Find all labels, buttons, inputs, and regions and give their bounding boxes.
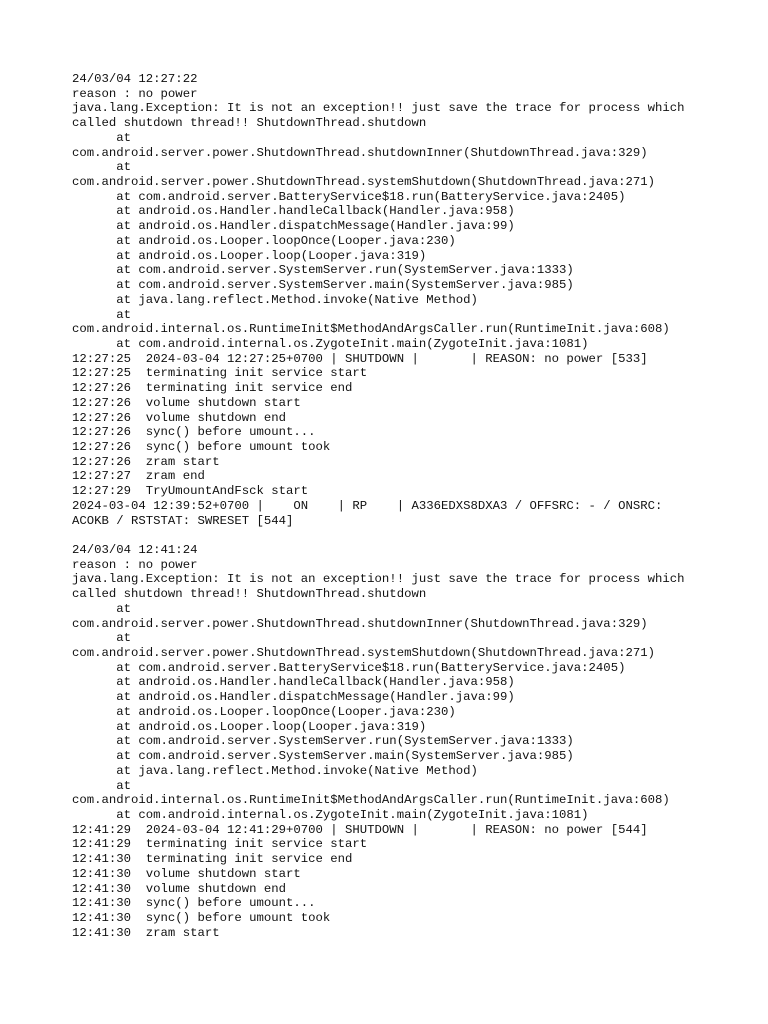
log-line: 12:41:30 sync() before umount took <box>72 910 331 925</box>
log-line: at android.os.Looper.loop(Looper.java:319) <box>72 719 427 734</box>
log-line: at com.android.server.SystemServer.run(SystemServer.java:1333) <box>72 734 574 749</box>
log-text <box>72 72 712 940</box>
log-line: com.android.server.power.ShutdownThread.shutdownInner(ShutdownThread.java:329) <box>72 145 648 160</box>
log-line: at <box>72 160 132 175</box>
log-line: 12:41:30 terminating init service end <box>72 852 353 867</box>
log-entry-block <box>72 72 712 528</box>
log-line: 12:41:30 sync() before umount... <box>72 896 316 911</box>
log-line: reason : no power <box>72 557 198 572</box>
log-line: at com.android.server.BatteryService$18.run(BatteryService.java:2405) <box>72 189 626 204</box>
log-line: java.lang.Exception: It is not an exception!! just save the trace for process which <box>72 572 685 587</box>
log-line: at <box>72 631 132 646</box>
log-line: at android.os.Handler.dispatchMessage(Handler.java:99) <box>72 690 515 705</box>
log-line: 24/03/04 12:27:22 <box>72 72 198 86</box>
log-line: 12:41:29 2024-03-04 12:41:29+0700 | SHUTDOWN | | REASON: no power [544] <box>72 822 648 837</box>
log-line: 12:41:30 zram start <box>72 925 220 940</box>
log-line: com.android.internal.os.RuntimeInit$MethodAndArgsCaller.run(RuntimeInit.java:608) <box>72 793 670 808</box>
log-line: at com.android.internal.os.ZygoteInit.main(ZygoteInit.java:1081) <box>72 807 589 822</box>
log-line: 12:27:26 sync() before umount took <box>72 439 331 454</box>
log-line: 12:27:26 sync() before umount... <box>72 425 316 440</box>
log-line: at <box>72 130 132 145</box>
log-line: reason : no power <box>72 86 198 101</box>
log-line: 12:27:25 terminating init service start <box>72 366 368 381</box>
block-separator <box>72 528 712 543</box>
log-line: at <box>72 601 132 616</box>
log-line: at java.lang.reflect.Method.invoke(Native Method) <box>72 763 478 778</box>
log-line: at android.os.Handler.dispatchMessage(Handler.java:99) <box>72 219 515 234</box>
log-line: com.android.server.power.ShutdownThread.systemShutdown(ShutdownThread.java:271) <box>72 646 655 661</box>
log-line: 12:27:27 zram end <box>72 469 205 484</box>
log-line: at com.android.server.SystemServer.main(SystemServer.java:985) <box>72 278 574 293</box>
log-line: at android.os.Looper.loopOnce(Looper.java:230) <box>72 233 456 248</box>
log-line: at android.os.Handler.handleCallback(Handler.java:958) <box>72 204 515 219</box>
log-line: java.lang.Exception: It is not an exception!! just save the trace for process which <box>72 101 685 116</box>
log-entry-block <box>72 543 712 940</box>
log-line: at com.android.server.BatteryService$18.run(BatteryService.java:2405) <box>72 660 626 675</box>
log-line: 12:27:26 terminating init service end <box>72 381 353 396</box>
log-line: 24/03/04 12:41:24 <box>72 543 198 557</box>
log-line: 12:27:29 TryUmountAndFsck start <box>72 484 309 499</box>
log-line: com.android.server.power.ShutdownThread.shutdownInner(ShutdownThread.java:329) <box>72 616 648 631</box>
log-line: at com.android.server.SystemServer.run(SystemServer.java:1333) <box>72 263 574 278</box>
log-line: 12:27:26 zram start <box>72 454 220 469</box>
log-line: 2024-03-04 12:39:52+0700 | ON | RP | A336EDXS8DXA3 / OFFSRC: - / ONSRC: <box>72 498 663 513</box>
log-line: com.android.server.power.ShutdownThread.systemShutdown(ShutdownThread.java:271) <box>72 175 655 190</box>
log-line: 12:27:26 volume shutdown start <box>72 395 301 410</box>
log-line: 12:27:25 2024-03-04 12:27:25+0700 | SHUTDOWN | | REASON: no power [533] <box>72 351 648 366</box>
log-line: at android.os.Looper.loop(Looper.java:319) <box>72 248 427 263</box>
log-line: at android.os.Handler.handleCallback(Handler.java:958) <box>72 675 515 690</box>
log-line: at com.android.internal.os.ZygoteInit.main(ZygoteInit.java:1081) <box>72 336 589 351</box>
log-line: ACOKB / RSTSTAT: SWRESET [544] <box>72 513 294 528</box>
log-line: 12:41:29 terminating init service start <box>72 837 368 852</box>
log-line: at <box>72 307 132 322</box>
log-line: at android.os.Looper.loopOnce(Looper.java:230) <box>72 704 456 719</box>
log-line: 12:27:26 volume shutdown end <box>72 410 287 425</box>
log-line: at <box>72 778 132 793</box>
log-line: at java.lang.reflect.Method.invoke(Native Method) <box>72 292 478 307</box>
log-line: com.android.internal.os.RuntimeInit$MethodAndArgsCaller.run(RuntimeInit.java:608) <box>72 322 670 337</box>
log-line: called shutdown thread!! ShutdownThread.shutdown <box>72 587 427 602</box>
log-line: 12:41:30 volume shutdown start <box>72 866 301 881</box>
log-line: called shutdown thread!! ShutdownThread.shutdown <box>72 116 427 131</box>
log-line: at com.android.server.SystemServer.main(SystemServer.java:985) <box>72 749 574 764</box>
log-line: 12:41:30 volume shutdown end <box>72 881 287 896</box>
